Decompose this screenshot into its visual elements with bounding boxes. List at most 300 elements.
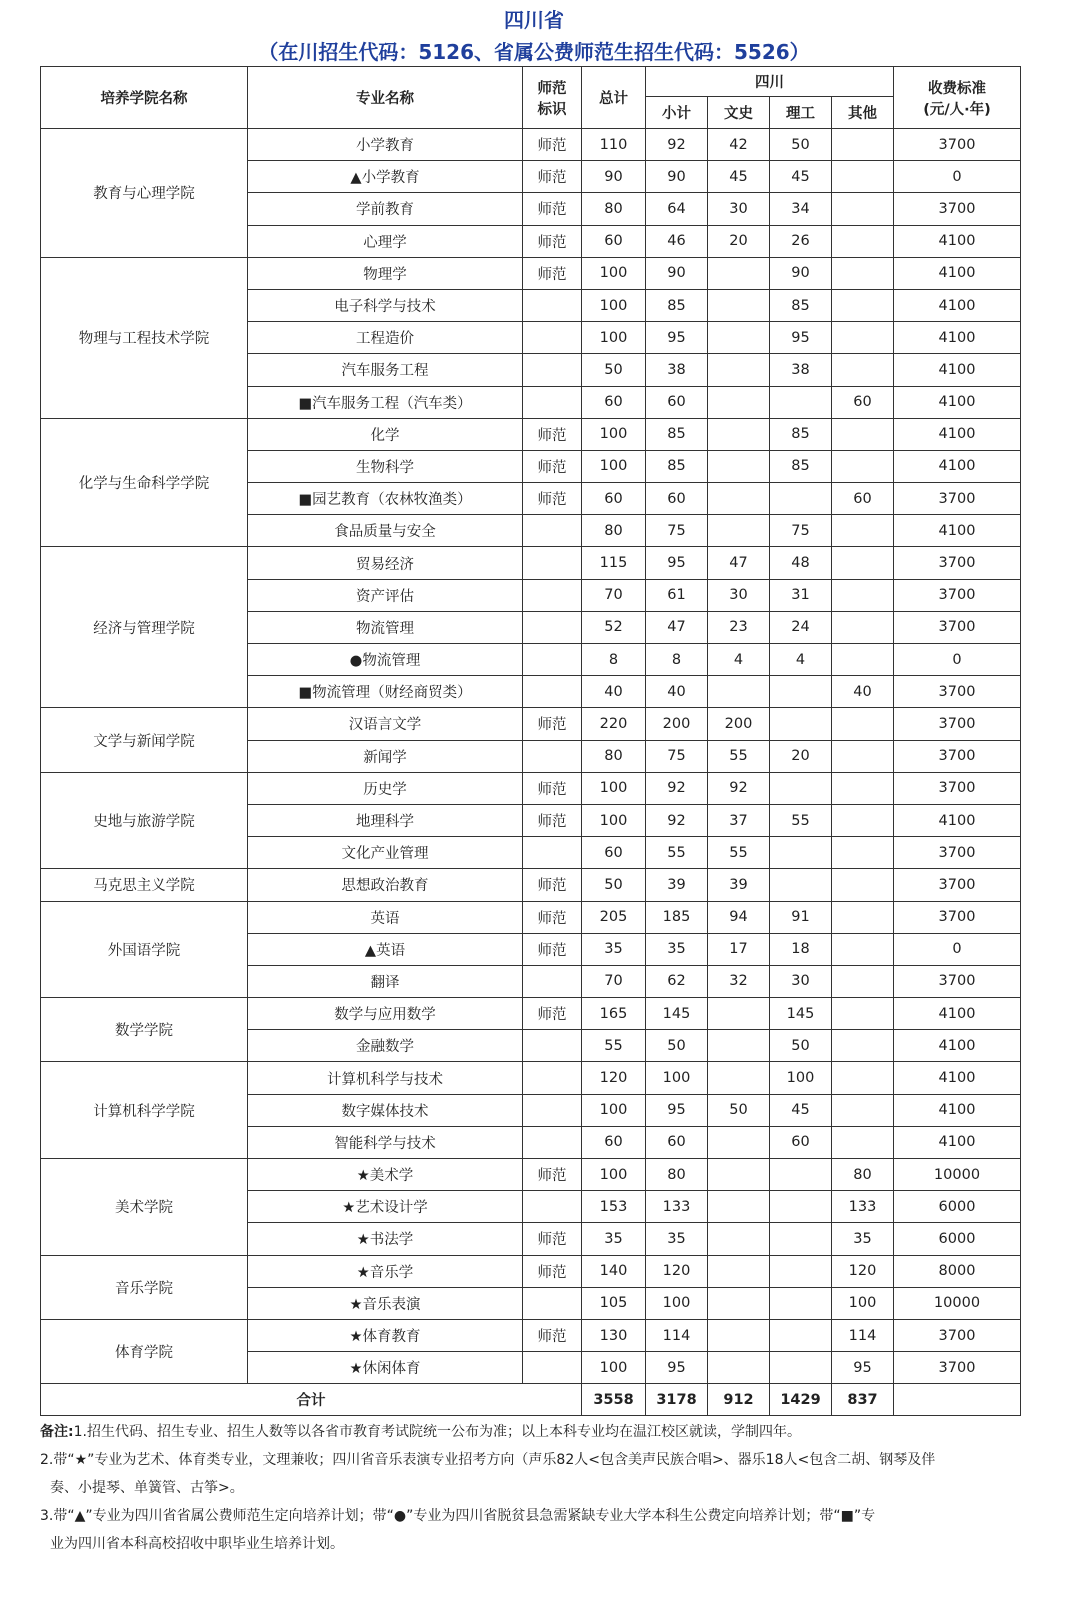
fee-cell: 4100	[894, 1030, 1021, 1062]
subtotal-cell: 8	[646, 644, 708, 676]
subtotal-cell: 185	[646, 901, 708, 933]
normal-cell: 师范	[523, 804, 582, 836]
arts-cell	[708, 1191, 770, 1223]
normal-cell	[523, 965, 582, 997]
normal-cell	[523, 676, 582, 708]
other-cell: 133	[832, 1191, 894, 1223]
major-cell: ★美术学	[248, 1159, 523, 1191]
college-cell: 化学与生命科学学院	[41, 418, 248, 547]
fee-cell: 6000	[894, 1191, 1021, 1223]
total-cell: 35	[582, 933, 646, 965]
major-cell: 新闻学	[248, 740, 523, 772]
total-cell: 90	[582, 161, 646, 193]
science-cell	[770, 483, 832, 515]
major-cell: ★书法学	[248, 1223, 523, 1255]
other-cell: 95	[832, 1352, 894, 1384]
science-cell: 95	[770, 322, 832, 354]
fee-cell: 3700	[894, 611, 1021, 643]
major-cell: 金融数学	[248, 1030, 523, 1062]
other-cell: 35	[832, 1223, 894, 1255]
total-cell: 60	[582, 386, 646, 418]
total-cell: 35	[582, 1223, 646, 1255]
science-cell	[770, 386, 832, 418]
total-cell: 8	[582, 644, 646, 676]
table-row	[41, 772, 1021, 804]
subtotal-cell: 100	[646, 1062, 708, 1094]
subtotal-cell: 80	[646, 1159, 708, 1191]
science-cell: 30	[770, 965, 832, 997]
arts-cell	[708, 1287, 770, 1319]
arts-cell	[708, 418, 770, 450]
major-cell: ■物流管理（财经商贸类）	[248, 676, 523, 708]
arts-cell: 92	[708, 772, 770, 804]
normal-cell: 师范	[523, 933, 582, 965]
summary-total: 3558	[582, 1384, 646, 1416]
total-cell: 100	[582, 1094, 646, 1126]
page-title: 四川省	[504, 8, 564, 32]
science-cell: 100	[770, 1062, 832, 1094]
total-cell: 153	[582, 1191, 646, 1223]
major-cell: ★音乐学	[248, 1255, 523, 1287]
other-cell	[832, 1062, 894, 1094]
subtotal-cell: 90	[646, 161, 708, 193]
arts-cell: 37	[708, 804, 770, 836]
table-row	[41, 998, 1021, 1030]
total-cell: 100	[582, 1352, 646, 1384]
subtotal-cell: 60	[646, 483, 708, 515]
summary-subtotal: 3178	[646, 1384, 708, 1416]
total-cell: 100	[582, 418, 646, 450]
normal-cell: 师范	[523, 708, 582, 740]
science-cell: 50	[770, 1030, 832, 1062]
header-fee-line2: (元/人·年)	[923, 101, 991, 118]
header-fee	[894, 67, 1021, 129]
other-cell	[832, 869, 894, 901]
arts-cell: 32	[708, 965, 770, 997]
normal-cell: 师范	[523, 772, 582, 804]
other-cell	[832, 257, 894, 289]
total-cell: 50	[582, 869, 646, 901]
note-1-text: 1.招生代码、招生专业、招生人数等以各省市教育考试院统一公布为准；以上本科专业均在温江校区就读，学制四年。	[73, 1424, 801, 1440]
normal-cell: 师范	[523, 1223, 582, 1255]
fee-cell: 3700	[894, 579, 1021, 611]
subtotal-cell: 47	[646, 611, 708, 643]
fee-cell: 0	[894, 933, 1021, 965]
subtotal-cell: 92	[646, 772, 708, 804]
total-cell: 100	[582, 450, 646, 482]
total-cell: 100	[582, 772, 646, 804]
other-cell	[832, 1126, 894, 1158]
arts-cell	[708, 1062, 770, 1094]
arts-cell: 47	[708, 547, 770, 579]
normal-cell	[523, 1126, 582, 1158]
arts-cell: 30	[708, 193, 770, 225]
header-normal-line2: 标识	[537, 101, 567, 118]
total-cell: 100	[582, 257, 646, 289]
major-cell: ▲英语	[248, 933, 523, 965]
arts-cell: 42	[708, 129, 770, 161]
subtotal-cell: 75	[646, 515, 708, 547]
other-cell	[832, 354, 894, 386]
science-cell	[770, 1159, 832, 1191]
subtotal-cell: 95	[646, 547, 708, 579]
normal-cell: 师范	[523, 418, 582, 450]
other-cell	[832, 1094, 894, 1126]
normal-cell	[523, 386, 582, 418]
other-cell	[832, 933, 894, 965]
normal-cell: 师范	[523, 161, 582, 193]
total-cell: 140	[582, 1255, 646, 1287]
total-cell: 55	[582, 1030, 646, 1062]
total-cell: 205	[582, 901, 646, 933]
science-cell: 75	[770, 515, 832, 547]
normal-cell	[523, 611, 582, 643]
science-cell: 85	[770, 450, 832, 482]
fee-cell: 4100	[894, 998, 1021, 1030]
major-cell: 化学	[248, 418, 523, 450]
fee-cell: 3700	[894, 740, 1021, 772]
total-cell: 60	[582, 225, 646, 257]
fee-cell: 4100	[894, 289, 1021, 321]
science-cell	[770, 1255, 832, 1287]
science-cell	[770, 772, 832, 804]
science-cell: 31	[770, 579, 832, 611]
subtotal-cell: 95	[646, 1352, 708, 1384]
normal-cell: 师范	[523, 1319, 582, 1351]
normal-cell: 师范	[523, 1255, 582, 1287]
major-cell: 小学教育	[248, 129, 523, 161]
fee-cell: 3700	[894, 129, 1021, 161]
other-cell	[832, 515, 894, 547]
science-cell	[770, 1319, 832, 1351]
subtotal-cell: 85	[646, 289, 708, 321]
note-label: 备注:	[40, 1424, 74, 1440]
normal-cell	[523, 644, 582, 676]
total-cell: 120	[582, 1062, 646, 1094]
other-cell	[832, 1030, 894, 1062]
normal-cell	[523, 1094, 582, 1126]
summary-arts: 912	[708, 1384, 770, 1416]
summary-other: 837	[832, 1384, 894, 1416]
subtotal-cell: 85	[646, 418, 708, 450]
science-cell	[770, 1191, 832, 1223]
arts-cell: 55	[708, 837, 770, 869]
arts-cell: 39	[708, 869, 770, 901]
table-row	[41, 257, 1021, 289]
total-cell: 60	[582, 1126, 646, 1158]
table-row	[41, 129, 1021, 161]
major-cell: 数字媒体技术	[248, 1094, 523, 1126]
major-cell: 思想政治教育	[248, 869, 523, 901]
arts-cell	[708, 386, 770, 418]
other-cell	[832, 547, 894, 579]
header-arts: 文史	[708, 97, 770, 129]
fee-cell: 3700	[894, 1319, 1021, 1351]
subtotal-cell: 50	[646, 1030, 708, 1062]
science-cell: 50	[770, 129, 832, 161]
fee-cell: 10000	[894, 1159, 1021, 1191]
subtotal-cell: 92	[646, 129, 708, 161]
arts-cell	[708, 1030, 770, 1062]
major-cell: 汉语言文学	[248, 708, 523, 740]
other-cell: 100	[832, 1287, 894, 1319]
subtotal-cell: 60	[646, 386, 708, 418]
subtotal-cell: 100	[646, 1287, 708, 1319]
arts-cell: 4	[708, 644, 770, 676]
fee-cell: 3700	[894, 483, 1021, 515]
other-cell: 80	[832, 1159, 894, 1191]
subtotal-cell: 114	[646, 1319, 708, 1351]
summary-science: 1429	[770, 1384, 832, 1416]
science-cell	[770, 1352, 832, 1384]
total-cell: 60	[582, 483, 646, 515]
other-cell	[832, 804, 894, 836]
table-row	[41, 901, 1021, 933]
college-cell: 史地与旅游学院	[41, 772, 248, 869]
arts-cell	[708, 450, 770, 482]
major-cell: 资产评估	[248, 579, 523, 611]
major-cell: ★休闲体育	[248, 1352, 523, 1384]
subtotal-cell: 145	[646, 998, 708, 1030]
major-cell: 英语	[248, 901, 523, 933]
major-cell: 食品质量与安全	[248, 515, 523, 547]
other-cell	[832, 998, 894, 1030]
fee-cell: 3700	[894, 901, 1021, 933]
major-cell: ★艺术设计学	[248, 1191, 523, 1223]
normal-cell	[523, 547, 582, 579]
arts-cell: 23	[708, 611, 770, 643]
fee-cell: 4100	[894, 1094, 1021, 1126]
total-cell: 40	[582, 676, 646, 708]
total-cell: 105	[582, 1287, 646, 1319]
total-cell: 70	[582, 579, 646, 611]
science-cell: 45	[770, 1094, 832, 1126]
total-cell: 50	[582, 354, 646, 386]
fee-cell: 3700	[894, 1352, 1021, 1384]
major-cell: 历史学	[248, 772, 523, 804]
other-cell	[832, 837, 894, 869]
subtotal-cell: 95	[646, 1094, 708, 1126]
arts-cell: 30	[708, 579, 770, 611]
subtotal-cell: 64	[646, 193, 708, 225]
arts-cell	[708, 322, 770, 354]
major-cell: ●物流管理	[248, 644, 523, 676]
other-cell	[832, 161, 894, 193]
fee-cell: 6000	[894, 1223, 1021, 1255]
arts-cell: 17	[708, 933, 770, 965]
other-cell	[832, 225, 894, 257]
fee-cell: 4100	[894, 322, 1021, 354]
fee-cell: 3700	[894, 869, 1021, 901]
total-cell: 60	[582, 837, 646, 869]
major-cell: 智能科学与技术	[248, 1126, 523, 1158]
total-cell: 52	[582, 611, 646, 643]
fee-cell: 0	[894, 161, 1021, 193]
header-other: 其他	[832, 97, 894, 129]
subtotal-cell: 40	[646, 676, 708, 708]
fee-cell: 3700	[894, 965, 1021, 997]
arts-cell	[708, 1126, 770, 1158]
major-cell: ★音乐表演	[248, 1287, 523, 1319]
major-cell: 生物科学	[248, 450, 523, 482]
fee-cell: 3700	[894, 676, 1021, 708]
other-cell	[832, 193, 894, 225]
arts-cell	[708, 483, 770, 515]
normal-cell	[523, 1352, 582, 1384]
total-cell: 80	[582, 740, 646, 772]
summary-fee	[894, 1384, 1021, 1416]
major-cell: 贸易经济	[248, 547, 523, 579]
major-cell: 物流管理	[248, 611, 523, 643]
total-cell: 70	[582, 965, 646, 997]
science-cell: 85	[770, 289, 832, 321]
arts-cell: 20	[708, 225, 770, 257]
science-cell	[770, 708, 832, 740]
total-cell: 100	[582, 1159, 646, 1191]
major-cell: 文化产业管理	[248, 837, 523, 869]
table-row	[41, 1319, 1021, 1351]
major-cell: 电子科学与技术	[248, 289, 523, 321]
table-row	[41, 1255, 1021, 1287]
header-subtotal: 小计	[646, 97, 708, 129]
major-cell: ★体育教育	[248, 1319, 523, 1351]
other-cell: 60	[832, 386, 894, 418]
header-total: 总计	[582, 67, 646, 129]
notes	[40, 1418, 1030, 1558]
subtotal-cell: 35	[646, 1223, 708, 1255]
normal-cell: 师范	[523, 257, 582, 289]
other-cell: 120	[832, 1255, 894, 1287]
other-cell	[832, 901, 894, 933]
subtotal-cell: 55	[646, 837, 708, 869]
college-cell: 外国语学院	[41, 901, 248, 998]
major-cell: 翻译	[248, 965, 523, 997]
subtotal-cell: 75	[646, 740, 708, 772]
fee-cell: 3700	[894, 837, 1021, 869]
science-cell: 85	[770, 418, 832, 450]
science-cell: 26	[770, 225, 832, 257]
subtotal-cell: 90	[646, 257, 708, 289]
fee-cell: 4100	[894, 1126, 1021, 1158]
summary-label: 合计	[41, 1384, 582, 1416]
other-cell: 40	[832, 676, 894, 708]
normal-cell: 师范	[523, 869, 582, 901]
science-cell: 90	[770, 257, 832, 289]
note-1	[40, 1418, 1030, 1446]
subtotal-cell: 95	[646, 322, 708, 354]
science-cell	[770, 837, 832, 869]
total-cell: 100	[582, 289, 646, 321]
table-row	[41, 418, 1021, 450]
science-cell: 45	[770, 161, 832, 193]
arts-cell: 45	[708, 161, 770, 193]
college-cell: 数学学院	[41, 998, 248, 1062]
major-cell: 物理学	[248, 257, 523, 289]
note-2: 2.带“★”专业为艺术、体育类专业，文理兼收；四川省音乐表演专业招考方向（声乐82人<包含美声民族合唱>、器乐18人<包含二胡、钢琴及伴	[40, 1452, 936, 1468]
header-sichuan: 四川	[646, 67, 894, 97]
other-cell: 114	[832, 1319, 894, 1351]
subtotal-cell: 85	[646, 450, 708, 482]
subtotal-cell: 39	[646, 869, 708, 901]
other-cell	[832, 611, 894, 643]
total-cell: 80	[582, 193, 646, 225]
college-cell: 体育学院	[41, 1319, 248, 1383]
arts-cell	[708, 998, 770, 1030]
arts-cell: 50	[708, 1094, 770, 1126]
normal-cell: 师范	[523, 193, 582, 225]
major-cell: 数学与应用数学	[248, 998, 523, 1030]
college-cell: 教育与心理学院	[41, 129, 248, 258]
subtotal-cell: 35	[646, 933, 708, 965]
subtotal-cell: 120	[646, 1255, 708, 1287]
college-cell: 马克思主义学院	[41, 869, 248, 901]
fee-cell: 4100	[894, 386, 1021, 418]
major-cell: 地理科学	[248, 804, 523, 836]
major-cell: 心理学	[248, 225, 523, 257]
science-cell: 34	[770, 193, 832, 225]
arts-cell	[708, 1319, 770, 1351]
normal-cell	[523, 1062, 582, 1094]
arts-cell: 55	[708, 740, 770, 772]
header-science: 理工	[770, 97, 832, 129]
table-body	[41, 129, 1021, 1384]
total-cell: 115	[582, 547, 646, 579]
other-cell	[832, 965, 894, 997]
subtotal-cell: 46	[646, 225, 708, 257]
science-cell: 18	[770, 933, 832, 965]
total-cell: 110	[582, 129, 646, 161]
major-cell: ■汽车服务工程（汽车类）	[248, 386, 523, 418]
science-cell: 60	[770, 1126, 832, 1158]
normal-cell: 师范	[523, 998, 582, 1030]
normal-cell	[523, 354, 582, 386]
total-cell: 100	[582, 322, 646, 354]
fee-cell: 3700	[894, 708, 1021, 740]
science-cell: 24	[770, 611, 832, 643]
normal-cell: 师范	[523, 129, 582, 161]
major-cell: 汽车服务工程	[248, 354, 523, 386]
science-cell	[770, 676, 832, 708]
total-cell: 80	[582, 515, 646, 547]
page-subtitle: （在川招生代码：5126、省属公费师范生招生代码：5526）	[258, 40, 810, 64]
normal-cell: 师范	[523, 225, 582, 257]
header-fee-line1: 收费标准	[928, 80, 986, 97]
enrollment-plan-table	[40, 66, 1021, 1416]
normal-cell	[523, 515, 582, 547]
fee-cell: 3700	[894, 772, 1021, 804]
other-cell: 60	[832, 483, 894, 515]
total-cell: 130	[582, 1319, 646, 1351]
fee-cell: 4100	[894, 257, 1021, 289]
college-cell: 计算机科学学院	[41, 1062, 248, 1159]
other-cell	[832, 708, 894, 740]
arts-cell	[708, 515, 770, 547]
arts-cell	[708, 354, 770, 386]
arts-cell	[708, 676, 770, 708]
college-cell: 音乐学院	[41, 1255, 248, 1319]
fee-cell: 8000	[894, 1255, 1021, 1287]
normal-cell: 师范	[523, 901, 582, 933]
fee-cell: 4100	[894, 354, 1021, 386]
normal-cell	[523, 837, 582, 869]
other-cell	[832, 322, 894, 354]
fee-cell: 3700	[894, 193, 1021, 225]
science-cell	[770, 1223, 832, 1255]
other-cell	[832, 418, 894, 450]
fee-cell: 3700	[894, 547, 1021, 579]
header-major: 专业名称	[248, 67, 523, 129]
other-cell	[832, 579, 894, 611]
